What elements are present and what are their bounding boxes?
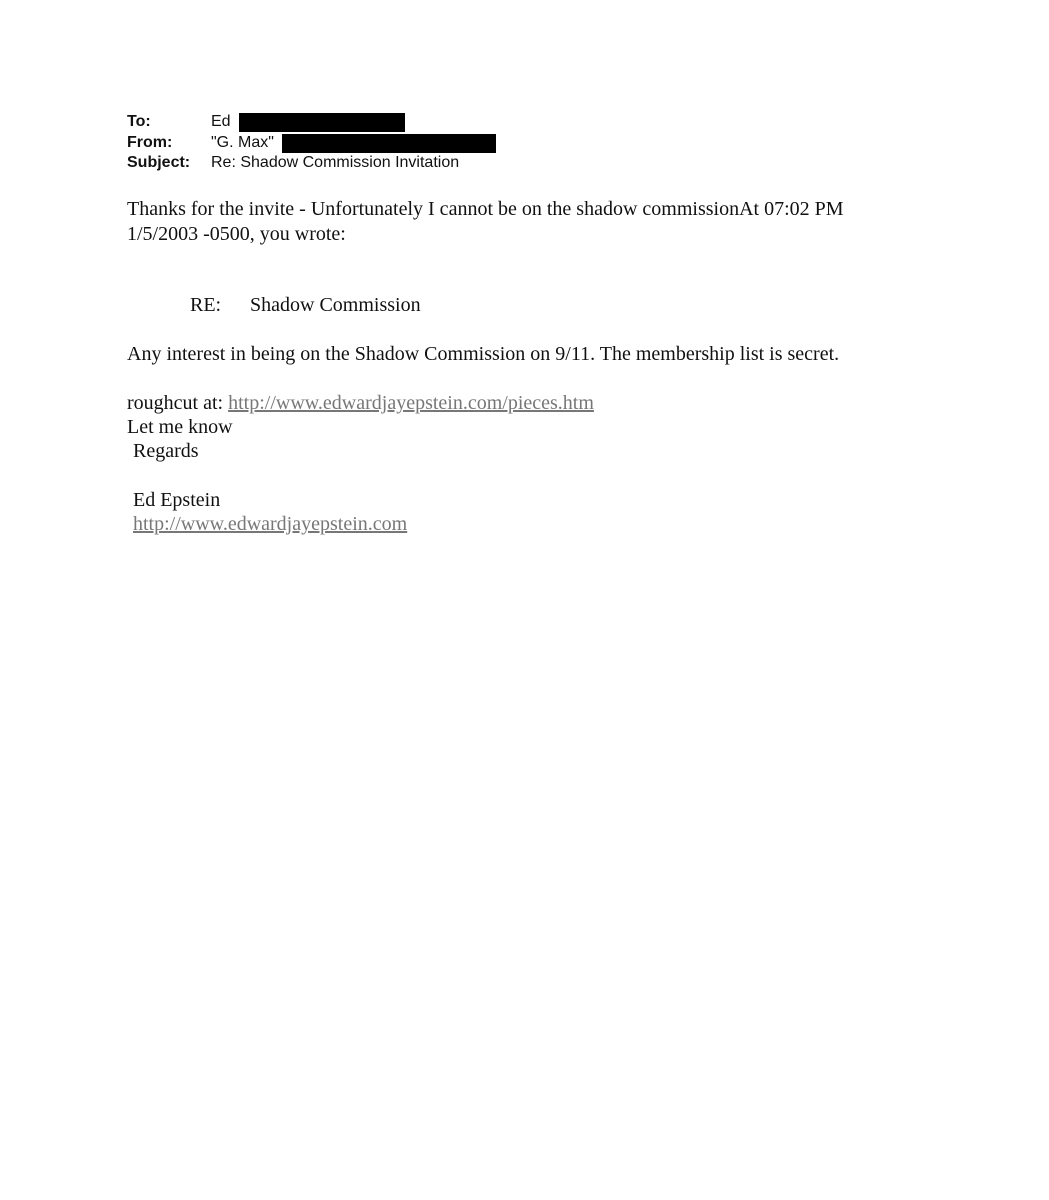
from-value [211, 133, 496, 154]
from-redaction-box [282, 134, 496, 153]
reply-line-1: Thanks for the invite - Unfortunately I cannot be on the shadow commissionAt 07:02 PM [127, 198, 844, 220]
quoted-re-label: RE: [190, 294, 222, 316]
roughcut-label: roughcut at: [127, 392, 224, 414]
roughcut-line [127, 391, 594, 415]
from-label: From: [127, 133, 173, 151]
to-redaction-box [239, 113, 405, 132]
regards: Regards [133, 440, 199, 462]
signature-link[interactable]: http://www.edwardjayepstein.com [133, 513, 408, 535]
to-value [211, 112, 405, 133]
quoted-body: Any interest in being on the Shadow Commission on 9/11. The membership list is secret. [127, 343, 840, 365]
reply-line-2: 1/5/2003 -0500, you wrote: [127, 223, 346, 245]
to-name: Ed [211, 113, 231, 130]
subject-label: Subject: [127, 154, 191, 171]
quoted-re-subject: Shadow Commission [250, 294, 421, 316]
subject-value: Re: Shadow Commission Invitation [211, 154, 460, 171]
signature-name: Ed Epstein [133, 489, 221, 511]
from-name: "G. Max" [211, 133, 274, 151]
let-me-know: Let me know [127, 416, 233, 438]
roughcut-link[interactable]: http://www.edwardjayepstein.com/pieces.htm [228, 392, 594, 414]
to-label: To: [127, 113, 151, 130]
